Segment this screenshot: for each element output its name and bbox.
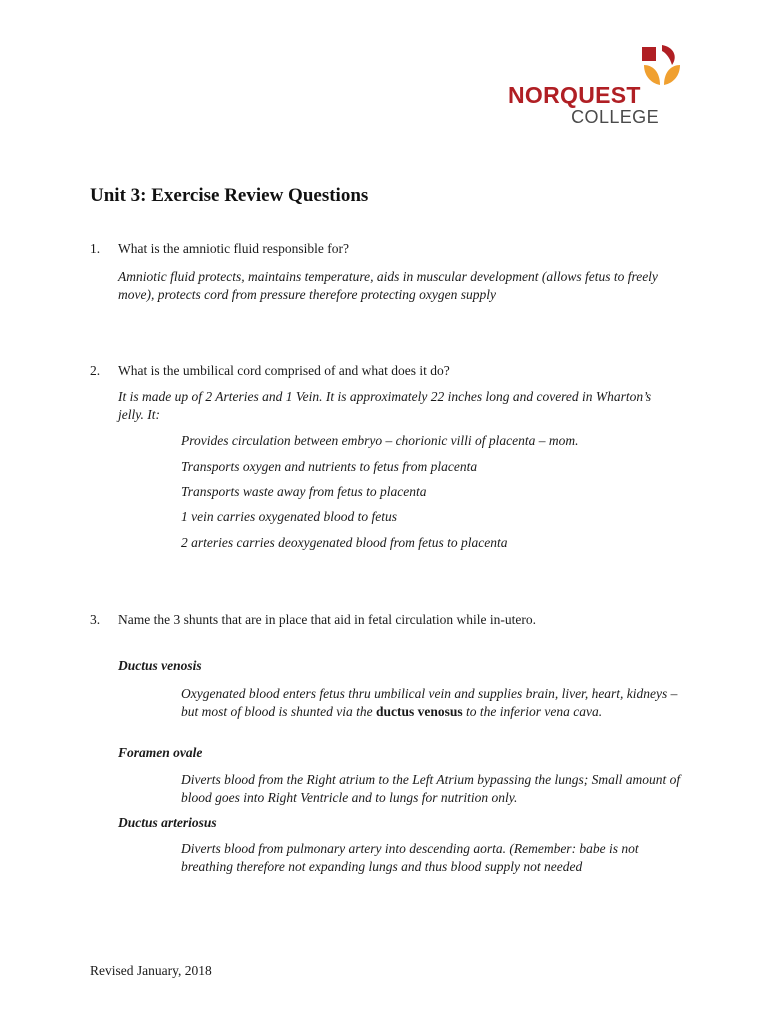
- answer-1: Amniotic fluid protects, maintains temperature, aids in muscular development (allows fetus to freely move), protects cord from pressure therefore protecting oxygen supply: [118, 269, 658, 302]
- shunt-term-foramen-ovale: Foramen ovale: [118, 745, 203, 760]
- question-number: 3.: [90, 612, 101, 627]
- answer-2-point: Provides circulation between embryo – chorionic villi of placenta – mom.: [181, 433, 579, 448]
- shunt-desc-ductus-venosis: Oxygenated blood enters fetus thru umbilical vein and supplies brain, liver, heart, kidneys – but most of blood is shunted via the ductus venosus to the inferior vena cava.: [181, 686, 678, 719]
- norquest-college-logo: [508, 45, 683, 130]
- answer-2-point: Transports oxygen and nutrients to fetus from placenta: [181, 459, 478, 474]
- answer-2-point: Transports waste away from fetus to placenta: [181, 484, 427, 499]
- bold-term: ductus venosus: [376, 704, 463, 719]
- question-text: What is the umbilical cord comprised of and what does it do?: [118, 363, 450, 378]
- footer-revision-date: Revised January, 2018: [90, 963, 212, 978]
- answer-2: It is made up of 2 Arteries and 1 Vein. It is approximately 22 inches long and covered in Wharton’s jelly. It:: [118, 389, 652, 422]
- shunt-desc-ductus-arteriosus: Diverts blood from pulmonary artery into descending aorta. (Remember: babe is not breathing therefore not expanding lungs and thus blood supply not needed: [181, 841, 639, 874]
- question-number: 1.: [90, 241, 101, 256]
- logo-subtitle: COLLEGE: [571, 107, 659, 127]
- question-text: What is the amniotic fluid responsible for?: [118, 241, 349, 256]
- answer-2-point: 2 arteries carries deoxygenated blood from fetus to placenta: [181, 535, 508, 550]
- shunt-desc-foramen-ovale: Diverts blood from the Right atrium to the Left Atrium bypassing the lungs; Small amount of blood goes into Right Ventricle and to lungs for nutrition only.: [181, 772, 681, 805]
- answer-2-point: 1 vein carries oxygenated blood to fetus: [181, 509, 397, 524]
- logo-wordmark: NORQUEST: [508, 82, 641, 108]
- page-title: Unit 3: Exercise Review Questions: [90, 185, 369, 206]
- question-text: Name the 3 shunts that are in place that aid in fetal circulation while in-utero.: [118, 612, 536, 627]
- shunt-term-ductus-arteriosus: Ductus arteriosus: [118, 815, 217, 830]
- norquest-logo-mark-icon: [640, 45, 684, 89]
- shunt-term-ductus-venosis: Ductus venosis: [118, 658, 202, 673]
- question-number: 2.: [90, 363, 101, 378]
